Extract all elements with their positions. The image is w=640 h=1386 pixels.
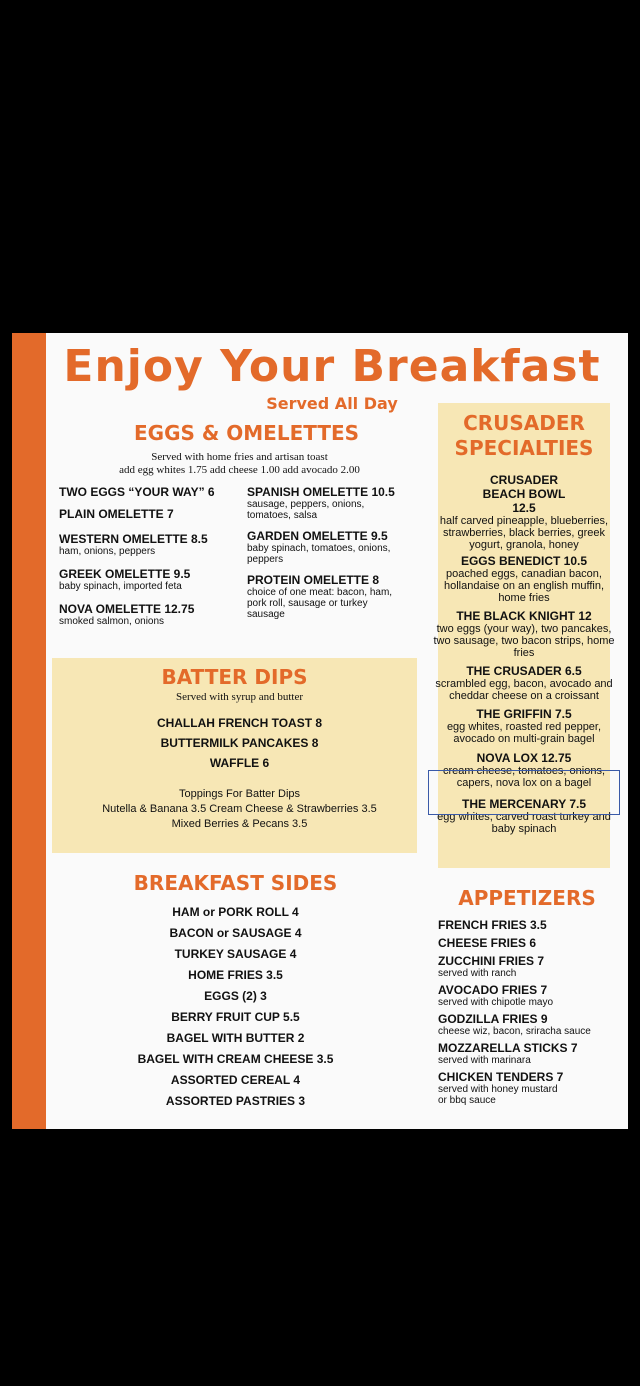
list-item: HOME FRIES 3.5 — [188, 968, 283, 982]
menu-item: SPANISH OMELETTE 10.5 sausage, peppers, onions, tomatoes, salsa — [247, 485, 395, 521]
sides-heading: BREAKFAST SIDES — [133, 871, 338, 895]
list-item: ASSORTED PASTRIES 3 — [165, 1094, 306, 1108]
crusader-heading — [438, 411, 610, 461]
menu-item: GREEK OMELETTE 9.5 baby spinach, imported feta — [59, 567, 191, 592]
list-item: HAM or PORK ROLL 4 — [172, 905, 299, 919]
eggs-heading: EGGS & OMELETTES — [134, 421, 360, 445]
menu-item: PLAIN OMELETTE 7 — [59, 507, 174, 521]
page-title: Enjoy Your Breakfast — [63, 341, 601, 392]
menu-item: GARDEN OMELETTE 9.5 baby spinach, tomatoes, onions, peppers — [247, 529, 391, 565]
list-item: BERRY FRUIT CUP 5.5 — [171, 1010, 300, 1024]
list-item: BACON or SAUSAGE 4 — [169, 926, 302, 940]
eggs-left-column — [59, 485, 239, 627]
batter-items — [52, 716, 427, 770]
list-item: BAGEL WITH BUTTER 2 — [166, 1031, 305, 1045]
menu-item: CHEESE FRIES 6 — [438, 936, 537, 950]
eggs-note-line2: add egg whites 1.75 add cheese 1.00 add avocado 2.00 — [119, 464, 360, 476]
menu-item: THE CRUSADER 6.5 scrambled egg, bacon, avocado and cheddar cheese on a croissant — [435, 664, 613, 702]
toppings — [52, 788, 427, 831]
toppings-line1: Nutella & Banana 3.5 Cream Cheese & Strawberries 3.5 — [102, 803, 377, 815]
crusader-heading-line2: SPECIALTIES — [454, 436, 594, 460]
menu-item: MOZZARELLA STICKS 7 served with marinara — [438, 1041, 578, 1066]
appetizers-heading: APPETIZERS — [458, 886, 596, 910]
list-item: BAGEL WITH CREAM CHEESE 3.5 — [137, 1052, 334, 1066]
appetizers-list — [438, 918, 618, 1106]
eggs-note — [82, 451, 397, 477]
nova-lox-highlight-box — [428, 770, 620, 815]
eggs-right-column — [247, 485, 397, 620]
menu-item: TWO EGGS “YOUR WAY” 6 — [59, 485, 215, 499]
menu-item: BUTTERMILK PANCAKES 8 — [160, 736, 319, 750]
menu-item: PROTEIN OMELETTE 8 choice of one meat: bacon, ham, pork roll, sausage or turkey sausage — [247, 573, 393, 620]
list-item: ASSORTED CEREAL 4 — [170, 1073, 301, 1087]
orange-stripe — [12, 333, 46, 1129]
menu-item: THE GRIFFIN 7.5 egg whites, roasted red pepper, avocado on multi-grain bagel — [446, 707, 602, 745]
batter-note: Served with syrup and butter — [175, 691, 304, 703]
menu-item: GODZILLA FRIES 9 cheese wiz, bacon, sriracha sauce — [438, 1012, 591, 1037]
menu-item: FRENCH FRIES 3.5 — [438, 918, 547, 932]
page-subtitle: Served All Day — [266, 394, 398, 413]
eggs-note-line1: Served with home fries and artisan toast — [151, 451, 328, 463]
menu-item: CHALLAH FRENCH TOAST 8 — [156, 716, 323, 730]
batter-heading: BATTER DIPS — [161, 665, 308, 689]
list-item: TURKEY SAUSAGE 4 — [174, 947, 297, 961]
menu-item: THE MERCENARY 7.5 egg whites, carved roast turkey and baby spinach — [437, 797, 611, 835]
toppings-line2: Mixed Berries & Pecans 3.5 — [171, 818, 308, 830]
menu-item: THE BLACK KNIGHT 12 two eggs (your way), two pancakes, two sausage, two bacon strips, home fries — [433, 609, 615, 659]
menu-item: ZUCCHINI FRIES 7 served with ranch — [438, 954, 545, 979]
menu-item: NOVA LOX 12.75 cream cheese, tomatoes, onions, capers, nova lox on a bagel — [442, 751, 606, 789]
menu-item: CHICKEN TENDERS 7 served with honey mustard or bbq sauce — [438, 1070, 564, 1106]
list-item: EGGS (2) 3 — [204, 989, 267, 1003]
menu-item: NOVA OMELETTE 12.75 smoked salmon, onions — [59, 602, 195, 627]
crusader-heading-line1: CRUSADER — [463, 411, 585, 435]
toppings-heading: Toppings For Batter Dips — [178, 788, 301, 800]
menu-item: WAFFLE 6 — [209, 756, 270, 770]
menu-item: EGGS BENEDICT 10.5 poached eggs, canadian bacon, hollandaise on an english muffin, home fries — [443, 554, 605, 604]
menu-item: WESTERN OMELETTE 8.5 ham, onions, peppers — [59, 532, 208, 557]
sides-list — [108, 905, 363, 1108]
menu-item: AVOCADO FRIES 7 served with chipotle mayo — [438, 983, 554, 1008]
menu-page — [12, 333, 628, 1129]
menu-item: CRUSADER BEACH BOWL 12.5 half carved pineapple, blueberries, strawberries, black berries, greek yogurt, granola, honey — [439, 473, 609, 551]
